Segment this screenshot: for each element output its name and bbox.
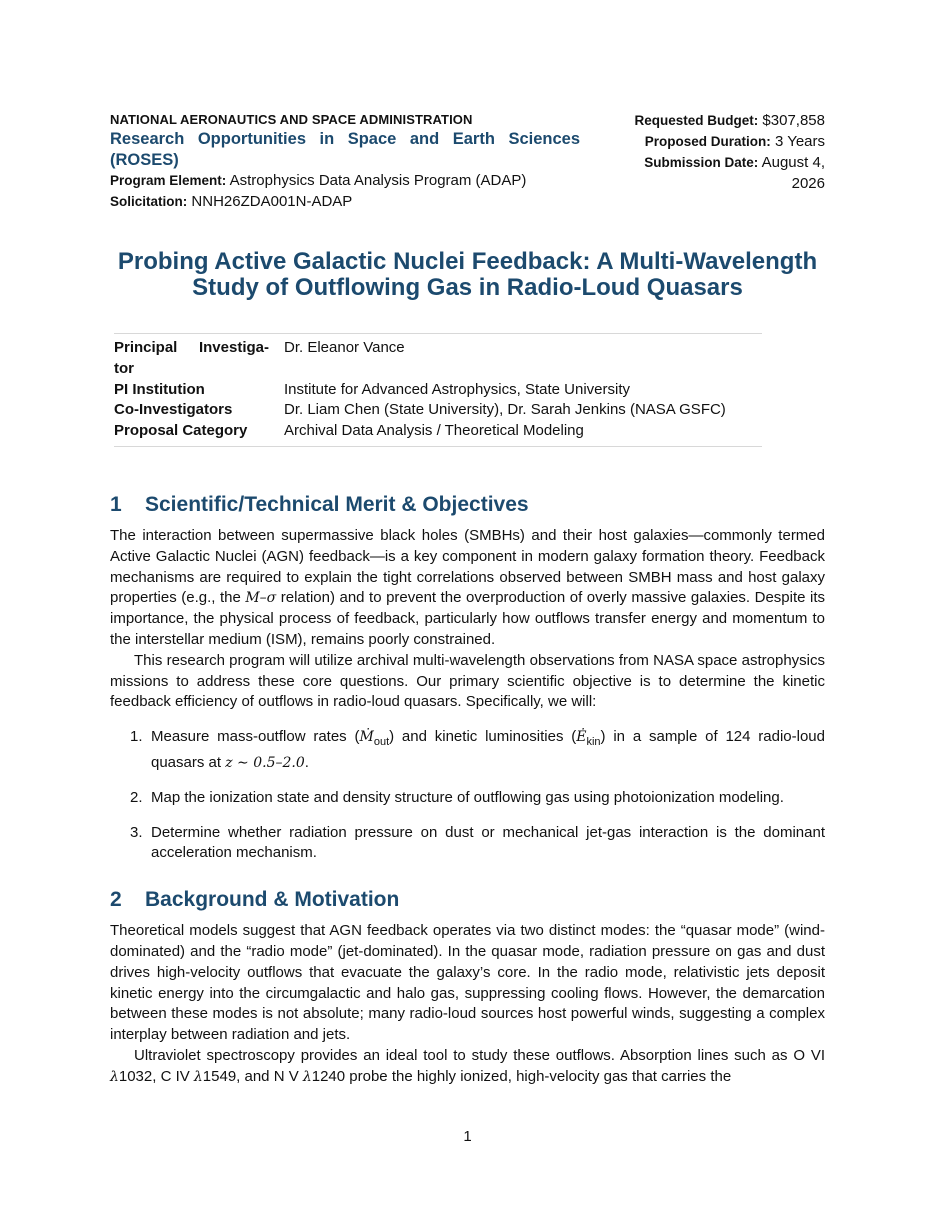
section-2-paragraph-2: Ultraviolet spectroscopy provides an ideal tool to study these outflows. Absorption lines such as O VI λ1032, C IV λ1549, and N V λ1240 probe the highly ionized, high-velocity gas that carries the bbox=[110, 1046, 825, 1085]
table-row bbox=[114, 421, 762, 442]
section-1-paragraph-2: This research program will utilize archival multi-wavelength observations from NASA space astrophysics missions to address these core questions. Our primary scientific objective is to determine the kinetic feedback efficiency of outflows in radio-loud quasars. Specifically, we will: bbox=[110, 651, 825, 711]
proposal-header bbox=[110, 110, 825, 215]
table-row: Principal Investiga- tor Dr. Eleanor Vance bbox=[114, 338, 762, 380]
institution-value: Institute for Advanced Astrophysics, State University bbox=[284, 380, 630, 398]
requested-budget: Requested Budget: $307,858 bbox=[634, 112, 825, 129]
section-1-heading: 1 Scientific/Technical Merit & Objectives bbox=[110, 492, 529, 516]
program-element: Program Element: Astrophysics Data Analysis Program (ADAP) bbox=[110, 172, 527, 189]
header-right bbox=[610, 110, 825, 194]
section-2-paragraph-1: Theoretical models suggest that AGN feedback operates via two distinct modes: the “quasar mode” (wind-dominated) and the “radio mode” (jet-dominated). In the quasar mode, radiation pressure on gas and dust drives high-velocity outflows that evacuate the galaxy’s core. In the radio mode, relativistic jets deposit kinetic energy into the circumgalactic and halo gas, suppressing cooling flows. However, the demarcation between these modes is not absolute; many radio-loud sources host powerful winds, suggesting a complex interplay between radiation and jets. bbox=[110, 922, 825, 1044]
page-number: 1 bbox=[463, 1128, 472, 1145]
proposal-info-table bbox=[114, 333, 762, 447]
program-name: Research Opportunities in Space and Earth Sciences (ROSES) bbox=[110, 130, 580, 169]
pi-value: Dr. Eleanor Vance bbox=[284, 339, 405, 356]
agency-name: NATIONAL AERONAUTICS AND SPACE ADMINISTRATION bbox=[110, 112, 473, 127]
category-value: Archival Data Analysis / Theoretical Modeling bbox=[284, 422, 584, 440]
objectives-list bbox=[110, 727, 825, 864]
list-item: 3. Determine whether radiation pressure on dust or mechanical jet-gas interaction is the dominant acceleration mechanism. bbox=[130, 823, 825, 862]
list-item: 2. Map the ionization state and density structure of outflowing gas using photoionization modeling. bbox=[130, 788, 784, 806]
solicitation: Solicitation: NNH26ZDA001N-ADAP bbox=[110, 193, 353, 210]
institution-label: PI Institution bbox=[114, 380, 205, 398]
category-label: Proposal Category bbox=[114, 422, 248, 440]
section-1-paragraph-1: The interaction between supermassive black holes (SMBHs) and their host galaxies—commonly termed Active Galactic Nuclei (AGN) feedback—is a key component in modern galaxy formation theory. Feedback mechanisms are required to explain the tight correlations observed between SMBH mass and host galaxy properties (e.g., the M–σ relation) and to prevent the overproduction of overly massive galaxies. Despite its importance, the physical process of feedback, particularly how outflows transfer energy and momentum to the interstellar medium (ISM), remains poorly constrained. bbox=[110, 526, 825, 648]
pi-label: Principal Investiga- bbox=[114, 339, 269, 356]
header-left bbox=[110, 110, 580, 212]
proposed-duration: Proposed Duration: 3 Years bbox=[644, 133, 825, 150]
table-row bbox=[114, 380, 762, 401]
section-2-heading: 2 Background & Motivation bbox=[110, 888, 400, 912]
document-page bbox=[110, 110, 825, 1088]
list-item: 1. Measure mass-outflow rates (Ṁ$_{out}$) and kinetic luminosities $(Ė_{kin})$ in a sample of 124 radio-loud quasars at z ∼ 0.5–2.0. bbox=[130, 728, 825, 771]
proposal-title: Probing Active Galactic Nuclei Feedback: A Multi-Wavelength Study of Outflowing Gas in Radio-Loud Quasars bbox=[117, 248, 818, 301]
submission-date: Submission Date: August 4, 2026 bbox=[644, 154, 825, 192]
co-investigators-label: Co-Investigators bbox=[114, 401, 233, 419]
co-investigators-value: Dr. Liam Chen (State University), Dr. Sarah Jenkins (NASA GSFC) bbox=[284, 401, 726, 419]
table-row bbox=[114, 400, 762, 421]
